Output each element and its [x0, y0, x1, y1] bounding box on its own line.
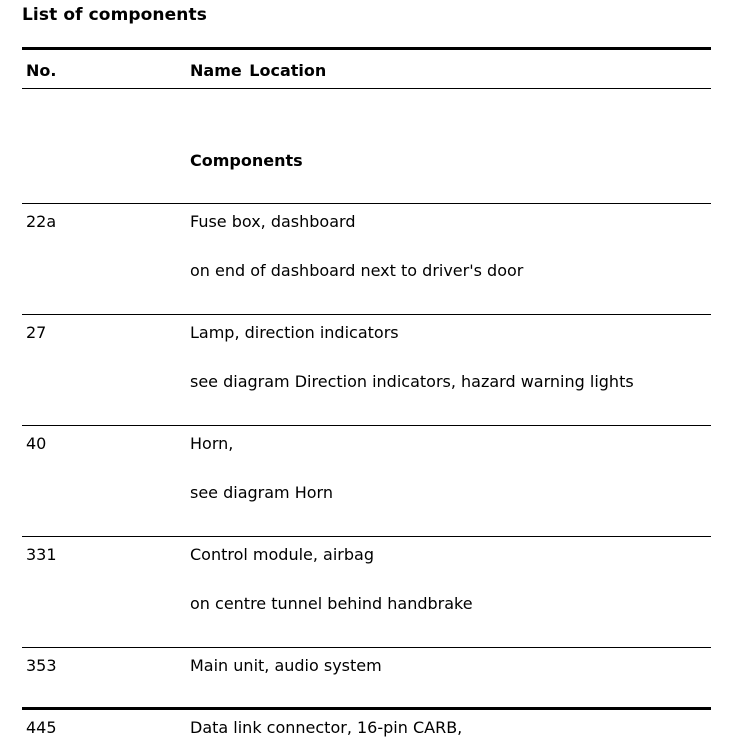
table-top-rule — [22, 47, 711, 50]
row-divider — [22, 425, 711, 426]
row-name: Data link connector, 16-pin CARB, — [190, 718, 463, 737]
row-number: 40 — [26, 434, 47, 453]
row-name: Control module, airbag — [190, 545, 374, 564]
row-divider — [22, 536, 711, 537]
row-number: 353 — [26, 656, 57, 675]
column-header-no: No. — [26, 61, 57, 80]
row-divider — [22, 707, 711, 710]
row-divider — [22, 203, 711, 204]
row-location: on centre tunnel behind handbrake — [190, 594, 473, 613]
page-title: List of components — [22, 5, 207, 25]
row-number: 22a — [26, 212, 57, 231]
row-name: Lamp, direction indicators — [190, 323, 399, 342]
column-header-name-location: Name Location — [190, 61, 327, 80]
row-divider — [22, 647, 711, 648]
row-name: Main unit, audio system — [190, 656, 382, 675]
row-name: Horn, — [190, 434, 234, 453]
header-rule — [22, 88, 711, 89]
row-location: see diagram Direction indicators, hazard warning lights — [190, 372, 634, 391]
row-location: on end of dashboard next to driver's door — [190, 261, 524, 280]
row-number: 445 — [26, 718, 57, 737]
row-number: 331 — [26, 545, 57, 564]
row-name: Fuse box, dashboard — [190, 212, 356, 231]
section-heading: Components — [190, 151, 303, 170]
row-number: 27 — [26, 323, 47, 342]
row-divider — [22, 314, 711, 315]
row-location: see diagram Horn — [190, 483, 333, 502]
